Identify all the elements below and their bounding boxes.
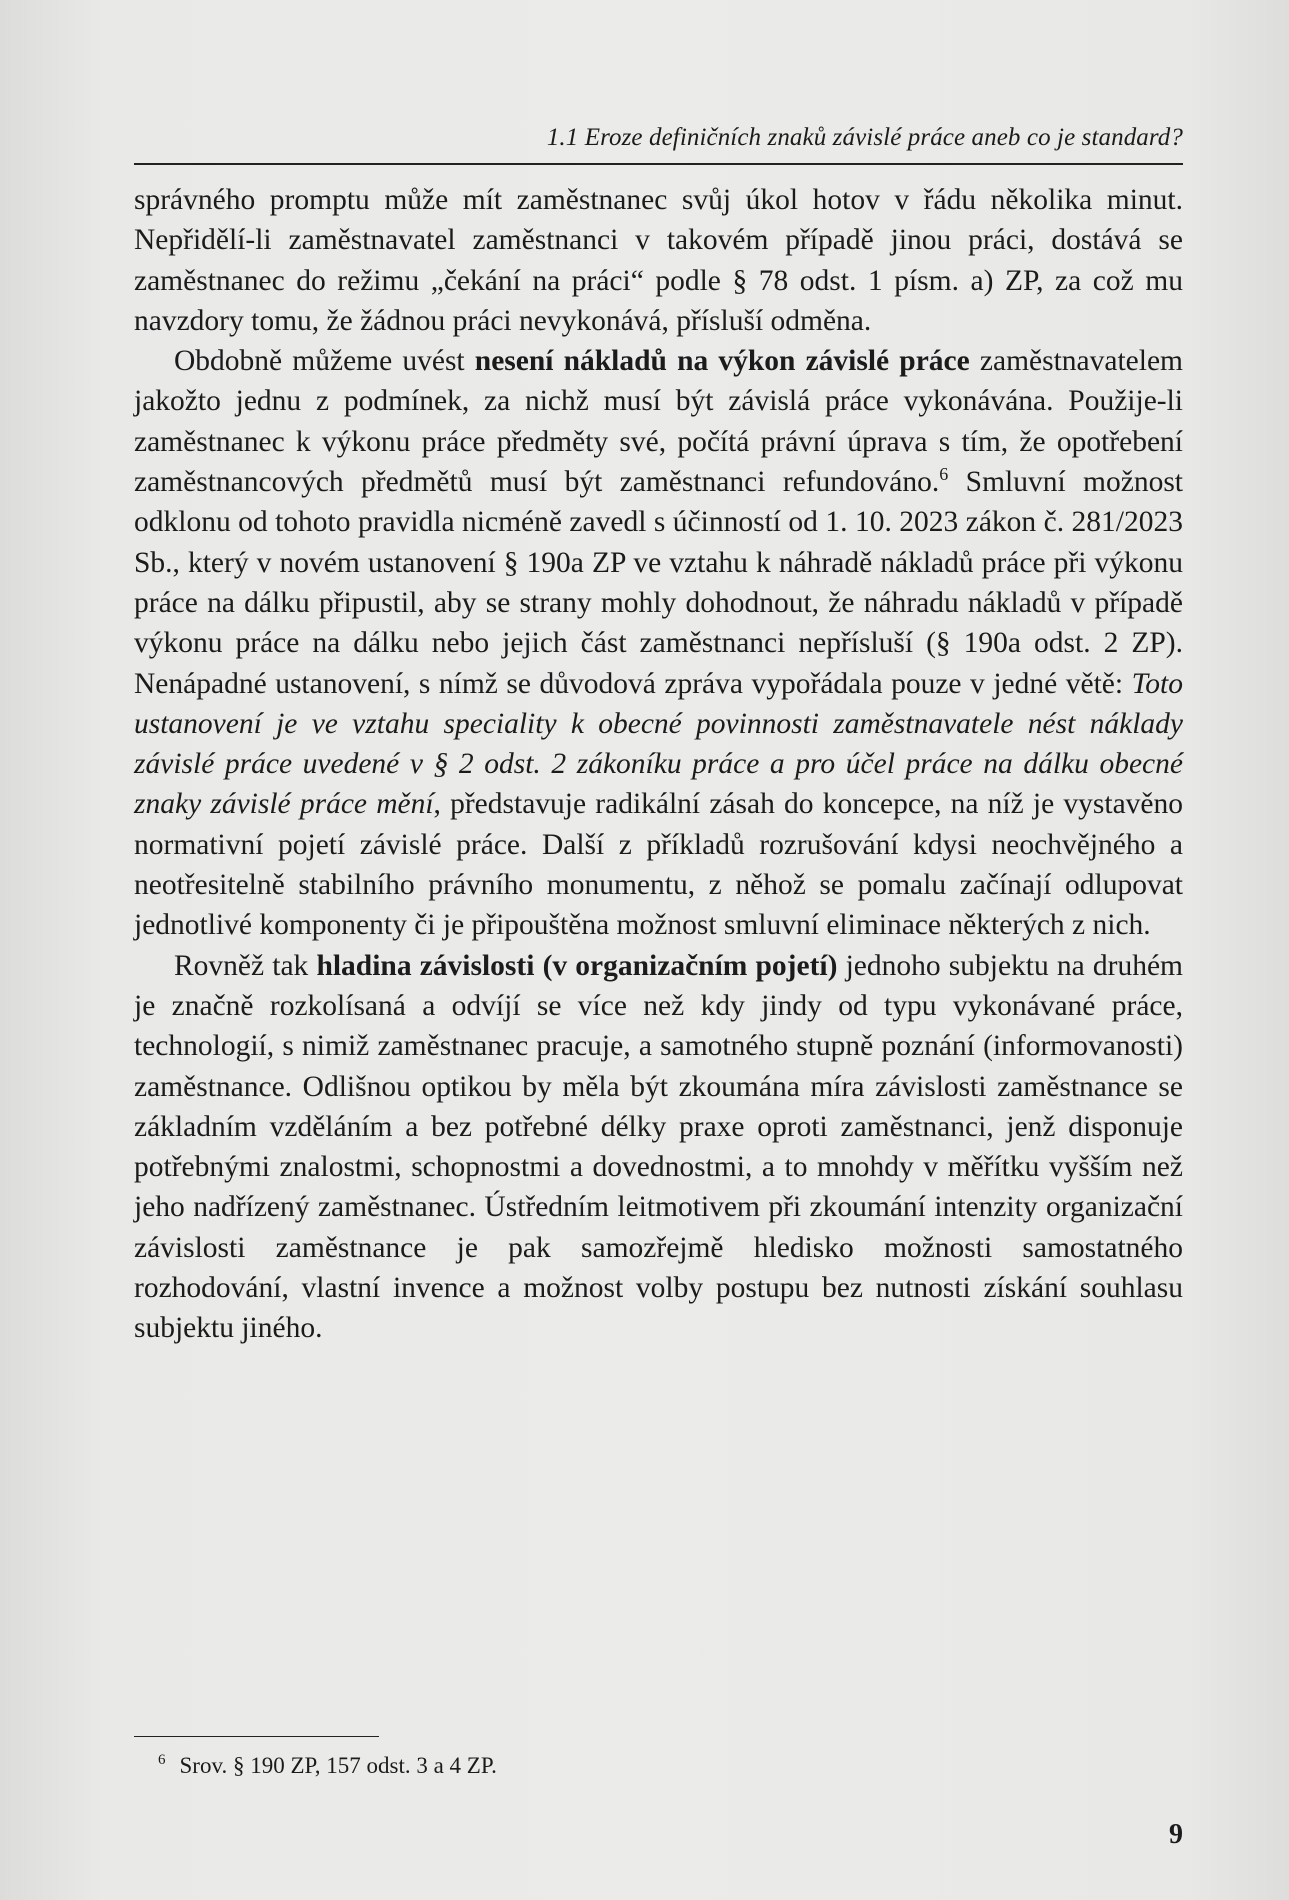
footnote — [158, 1751, 497, 1781]
italic-quote: Toto ustanovení je ve vztahu speciality k obecné povinnosti zaměstnavatele nést náklady závislé práce uvedené v § 2 odst. 2 zákoníku práce a pro účel práce na dálku obecné znaky závislé práce mění — [134, 667, 1183, 821]
running-head: 1.1 Eroze definičních znaků závislé práce aneb co je standard? — [546, 124, 1183, 151]
text-segment: jednoho subjektu na druhém je značně rozkolísaná a odvíjí se více než kdy jindy od typu vykonávané práce, technologií, s nimiž zaměstnanec pracuje, a samotného stupně poznání (informovanosti) zaměstnance. Odlišnou optikou by měla být zkoumána míra závislosti zaměstnance se základním vzděláním a bez potřebné délky praxe oproti zaměstnanci, jenž disponuje potřebnými znalostmi, schopnostmi a dovednostmi, a to mnohdy v měřítku vyšším než jeho nadřízený zaměstnanec. Ústředním leitmotivem při zkoumání intenzity organizační závislosti zaměstnance je pak samozřejmě hledisko možnosti samostatného rozhodování, vlastní invence a možnost volby postupu bez nutnosti získání souhlasu subjektu jiného. — [134, 949, 1183, 1345]
text-segment: Obdobně můžeme uvést — [174, 345, 475, 378]
paragraph — [134, 946, 1183, 1349]
footnote-reference: 6 — [939, 464, 949, 485]
footnote-rule — [134, 1736, 379, 1737]
text-segment: zaměstnavatelem jakožto jednu z podmínek, za nichž musí být závislá práce vykonávána. Použije-li zaměstnanec k výkonu práce předměty své, počítá právní úprava s tím, že opotřebení zaměstnancových předmětů musí být zaměstnanci refundováno. — [134, 345, 1183, 499]
body-text — [134, 180, 1183, 1349]
bold-phrase: nesení nákladů na výkon závislé práce — [474, 345, 970, 378]
text-segment: , představuje radikální zásah do koncepce, na níž je vystavěno normativní pojetí závislé práce. Další z příkladů rozrušování kdysi neochvějného a neotřesitelně stabilního právního monumentu, z něhož se pomalu začínají odlupovat jednotlivé komponenty či je připouštěna možnost smluvní eliminace některých z nich. — [134, 788, 1184, 942]
paragraph — [134, 341, 1183, 945]
header-rule — [134, 163, 1183, 165]
text-segment: Smluvní možnost odklonu od tohoto pravidla nicméně zavedl s účinností od 1. 10. 2023 zákon č. 281/2023 Sb., který v novém ustanovení § 190a ZP ve vztahu k náhradě nákladů práce při výkonu práce na dálku připustil, aby se strany mohly dohodnout, že náhradu nákladů v případě výkonu práce na dálku nebo jejich část zaměstnanci nepřísluší (§ 190a odst. 2 ZP). Nenápadné ustanovení, s nímž se důvodová zpráva vypořádala pouze v jedné větě: — [134, 466, 1183, 700]
footnote-text: Srov. § 190 ZP, 157 odst. 3 a 4 ZP. — [179, 1753, 497, 1778]
text-segment: Rovněž tak — [174, 949, 317, 982]
text-segment: správného promptu může mít zaměstnanec svůj úkol hotov v řádu několika minut. Nepřidělí-li zaměstnavatel zaměstnanci v takovém případě jinou práci, dostává se zaměstnanec do režimu „čekání na práci“ podle § 78 odst. 1 písm. a) ZP, za což mu navzdory tomu, že žádnou práci nevykonává, přísluší odměna. — [134, 184, 1183, 337]
footnote-mark: 6 — [158, 1752, 166, 1769]
paragraph — [134, 180, 1183, 341]
bold-phrase: hladina závislosti (v organizačním pojetí) — [316, 949, 838, 982]
page-number: 9 — [1169, 1819, 1183, 1850]
